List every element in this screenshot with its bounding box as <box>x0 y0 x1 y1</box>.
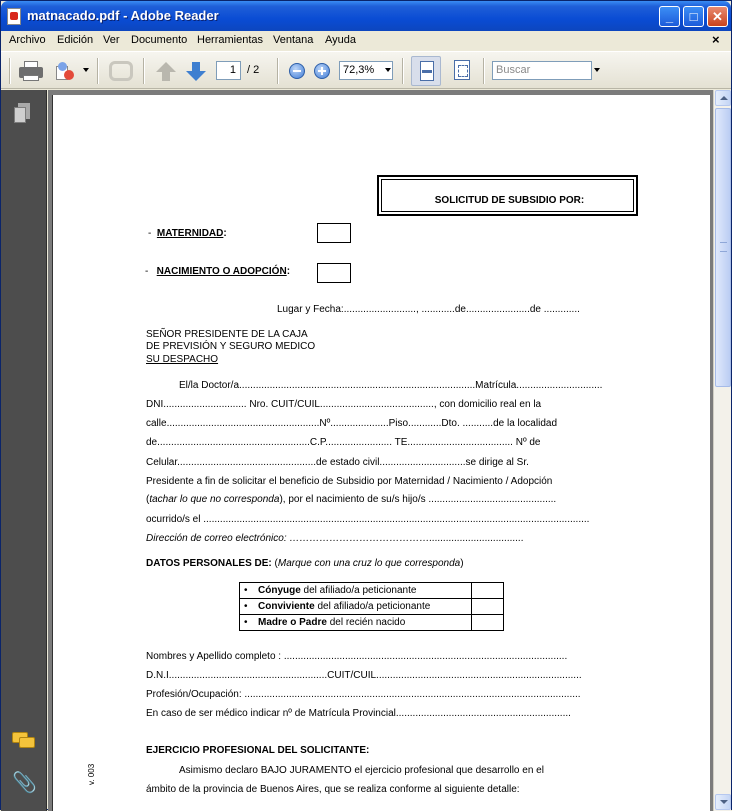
page-number-input[interactable]: 1 <box>216 61 241 80</box>
ejercicio-line: ámbito de la provincia de Buenos Aires, que se realiza conforme al siguiente detalle: <box>146 784 520 795</box>
personal-line: Profesión/Ocupación: ......................................................................................................................... <box>146 689 581 700</box>
toolbar-separator <box>483 58 485 84</box>
option-nacimiento-label: NACIMIENTO O ADOPCIÓN <box>156 266 287 277</box>
scroll-down-button[interactable] <box>715 794 731 810</box>
row-rest: del recién nacido <box>326 617 406 628</box>
personal-line: D.N.I.........................................................CUIT/CUIL.......................................................................... <box>146 670 582 681</box>
relationship-table <box>239 582 504 631</box>
row-bold: Cónyuge <box>258 585 301 596</box>
comments-icon[interactable] <box>12 732 36 750</box>
menu-archivo[interactable]: Archivo <box>9 34 46 46</box>
mark-cell[interactable] <box>472 599 504 615</box>
body-line: El/la Doctor/a.....................................................................................Matrícula............................... <box>179 380 603 391</box>
personal-line: Nombres y Apellido completo : ...................................................................................................... <box>146 651 568 662</box>
minimize-button[interactable]: _ <box>659 6 680 27</box>
close-document-icon[interactable]: × <box>712 32 720 47</box>
scroll-thumb[interactable] <box>715 108 731 387</box>
vertical-scrollbar[interactable] <box>713 90 731 811</box>
pages-panel-icon[interactable] <box>14 103 30 123</box>
maternidad-checkbox[interactable] <box>317 223 351 243</box>
body-line: DNI.............................. Nro. CUIT/CUIL........................................., con domicilio real en la <box>146 399 542 410</box>
document-viewport[interactable] <box>48 90 713 811</box>
table-row: • Conviviente del afiliado/a peticionante <box>240 599 504 615</box>
toolbar-separator <box>97 58 99 84</box>
menu-herramientas[interactable]: Herramientas <box>197 34 264 46</box>
datos-personales-title: DATOS PERSONALES DE: (Marque con una cruz lo que corresponda) <box>146 558 464 569</box>
tachar-italic: tachar lo que no corresponda <box>149 494 280 505</box>
previous-page-icon[interactable] <box>156 62 176 82</box>
print-icon[interactable] <box>19 61 43 81</box>
option-maternidad: - MATERNIDAD: <box>148 228 227 239</box>
menu-ventana[interactable]: Ventana <box>273 34 314 46</box>
fit-width-button[interactable] <box>451 59 473 83</box>
personal-line: En caso de ser médico indicar nº de Matrícula Provincial............................................................... <box>146 708 571 719</box>
datos-title-text: DATOS PERSONALES DE: <box>146 558 272 569</box>
navigation-pane <box>1 90 47 811</box>
menu-ver[interactable]: Ver <box>103 34 120 46</box>
title-bar[interactable] <box>1 1 731 31</box>
row-bold: Madre o Padre <box>258 617 327 628</box>
page-total-label: / 2 <box>247 64 260 76</box>
attachments-icon[interactable]: 📎 <box>12 772 37 794</box>
body-line: Celular..................................................de estado civil...............................se dirige al Sr. <box>146 457 529 468</box>
body-line: Presidente a fin de solicitar el beneficio de Subsidio por Maternidad / Nacimiento / Adopción <box>146 476 553 487</box>
mark-cell[interactable] <box>472 615 504 631</box>
form-heading: SOLICITUD DE SUBSIDIO POR: <box>434 195 585 206</box>
option-maternidad-label: MATERNIDAD <box>156 228 224 239</box>
nacimiento-checkbox[interactable] <box>317 263 351 283</box>
scroll-up-button[interactable] <box>715 90 731 106</box>
table-row: • Cónyuge del afiliado/a peticionante <box>240 583 504 599</box>
search-dropdown-icon[interactable] <box>594 68 600 72</box>
toolbar <box>1 51 731 89</box>
zoom-dropdown-icon[interactable] <box>385 68 391 72</box>
window-title: matnacado.pdf - Adobe Reader <box>27 8 219 23</box>
share-dropdown-icon[interactable] <box>83 68 89 72</box>
addressee-line-2: DE PREVISIÓN Y SEGURO MEDICO <box>146 341 316 352</box>
tachar-text: por el nacimiento de su/s hijo/s .............................................. <box>288 494 557 505</box>
body-line: ocurrido/s el ........................................................................................................................................... <box>146 514 590 525</box>
close-button[interactable]: ✕ <box>707 6 728 27</box>
email-line: Dirección de correo electrónico: …………………………………….................................. <box>146 533 524 544</box>
fit-page-button[interactable] <box>411 56 441 86</box>
toolbar-separator <box>402 58 404 84</box>
menu-bar <box>1 31 731 50</box>
menu-ayuda[interactable]: Ayuda <box>325 34 356 46</box>
body-line: calle.......................................................Nº.....................Piso............Dto. ...........de la localidad <box>146 418 558 429</box>
search-input[interactable]: Buscar <box>492 61 592 80</box>
body-line: de.......................................................C.P........................ TE...................................... Nº de <box>146 437 541 448</box>
toolbar-grip <box>9 58 11 84</box>
tachar-line: (tachar lo que no corresponda), por el nacimiento de su/s hijo/s .............................................. <box>146 494 557 505</box>
menu-documento[interactable]: Documento <box>131 34 188 46</box>
option-nacimiento: - NACIMIENTO O ADOPCIÓN: <box>145 266 291 277</box>
ejercicio-title: EJERCICIO PROFESIONAL DEL SOLICITANTE: <box>146 745 370 756</box>
lugar-fecha-line: Lugar y Fecha:.........................., ............de.......................de ............. <box>277 304 580 315</box>
row-rest: del afiliado/a peticionante <box>300 585 417 596</box>
table-row: • Madre o Padre del recién nacido <box>240 615 504 631</box>
ejercicio-line: Asimismo declaro BAJO JURAMENTO el ejercicio profesional que desarrollo en el <box>179 765 544 776</box>
pdf-page <box>52 95 710 811</box>
addressee-line-3: SU DESPACHO <box>146 354 219 365</box>
toolbar-separator <box>277 58 279 84</box>
mark-cell[interactable] <box>472 583 504 599</box>
heading-box <box>377 175 638 216</box>
zoom-in-icon[interactable] <box>314 63 330 79</box>
row-bold: Conviviente <box>258 601 315 612</box>
toolbar-separator <box>143 58 145 84</box>
menu-edicion[interactable]: Edición <box>57 34 94 46</box>
addressee-line-1: SEÑOR PRESIDENTE DE LA CAJA <box>146 329 308 340</box>
next-page-icon[interactable] <box>186 62 206 82</box>
datos-hint: Marque con una cruz lo que corresponda <box>277 558 461 569</box>
revision-label: v. 003 <box>87 763 96 785</box>
maximize-button[interactable]: □ <box>683 6 704 27</box>
zoom-level-select[interactable]: 72,3% <box>339 61 393 80</box>
sync-icon[interactable] <box>109 61 133 81</box>
row-rest: del afiliado/a peticionante <box>314 601 431 612</box>
pdf-file-icon <box>7 8 21 25</box>
share-icon[interactable] <box>56 62 76 82</box>
zoom-out-icon[interactable] <box>289 63 305 79</box>
